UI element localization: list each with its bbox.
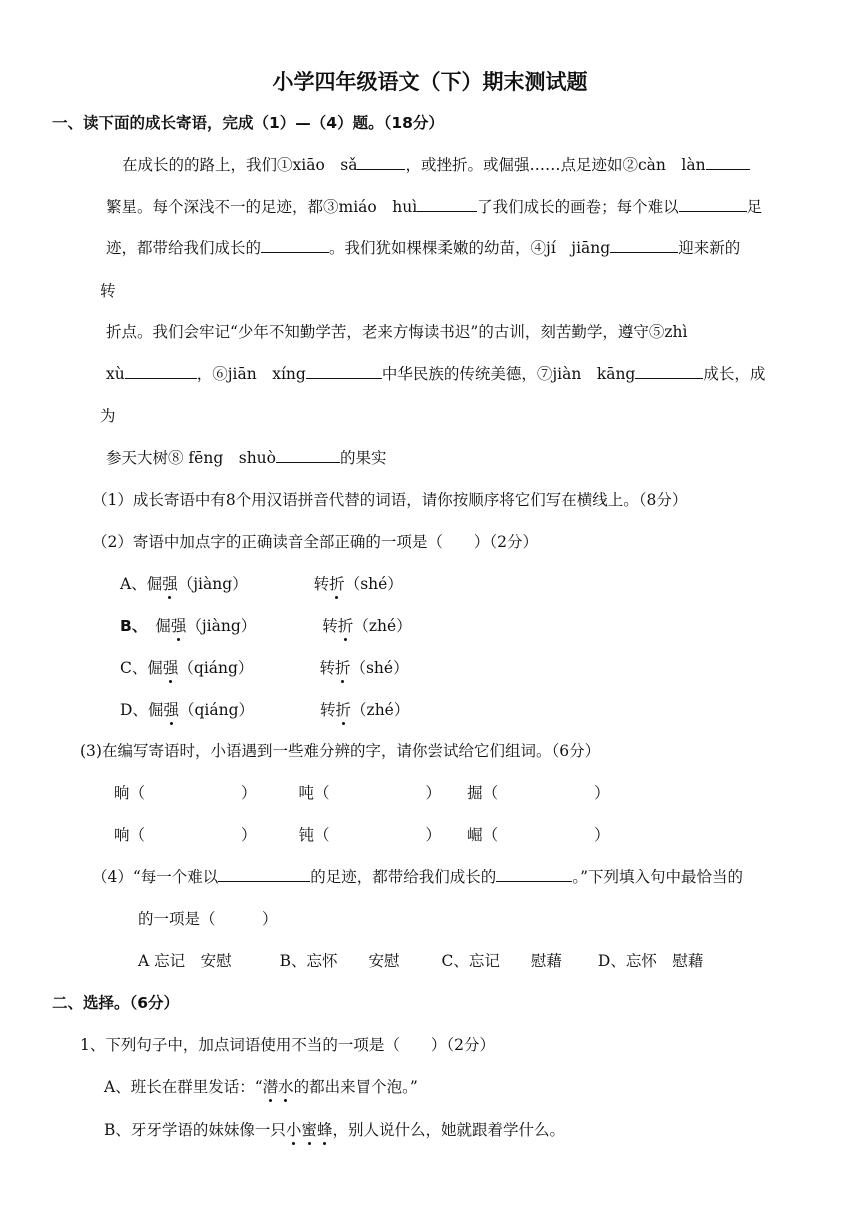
q3-row-1: 晌（ ） 吨（ ） 掘（ ） bbox=[114, 784, 610, 802]
question-4: （4）“每一个难以 的足迹，都带给我们成长的 。”下列填入句中最恰当的 bbox=[92, 868, 743, 886]
passage-line-7: 为 bbox=[100, 407, 116, 425]
section2-heading: 二、选择。（6分） bbox=[52, 994, 180, 1012]
q4-blank-1[interactable] bbox=[218, 867, 310, 882]
question-3: (3)在编写寄语时，小语遇到一些难分辨的字，请你尝试给它们组词。（6分） bbox=[80, 742, 601, 760]
section2-option-a[interactable]: A、班长在群里发话：“潜水的都出来冒个泡。” bbox=[104, 1078, 418, 1096]
passage-line-8: 参天大树⑧ fēng shuò 的果实 bbox=[106, 449, 387, 467]
q2-option-b[interactable]: B、 倔强（jiàng） 转折（zhé） bbox=[120, 617, 412, 635]
passage-line-5: 折点。我们会牢记“少年不知勤学苦，老来方悔读书迟”的古训，刻苦勤学，遵守⑤zhì bbox=[106, 323, 688, 341]
q4-blank-2[interactable] bbox=[496, 867, 572, 882]
passage-line-4: 转 bbox=[100, 282, 116, 300]
blank-7[interactable] bbox=[125, 364, 197, 379]
blank-1[interactable] bbox=[357, 155, 405, 170]
q4-options bbox=[138, 951, 703, 971]
q3-row-2: 响（ ） 钝（ ） 崛（ ） bbox=[114, 826, 610, 844]
blank-9[interactable] bbox=[635, 364, 703, 379]
q2-option-d[interactable]: D、倔强（qiáng） 转折（zhé） bbox=[120, 701, 410, 719]
question-1: （1）成长寄语中有8个用汉语拼音代替的词语，请你按顺序将它们写在横线上。（8分） bbox=[92, 491, 688, 509]
blank-8[interactable] bbox=[306, 364, 382, 379]
blank-2[interactable] bbox=[706, 155, 750, 170]
blank-5[interactable] bbox=[261, 238, 329, 253]
section2-option-b[interactable]: B、牙牙学语的妹妹像一只小蜜蜂，别人说什么，她就跟着学什么。 bbox=[104, 1121, 565, 1139]
q4-option-b[interactable]: B、忘怀 安慰 bbox=[279, 952, 400, 970]
blank-10[interactable] bbox=[276, 448, 340, 463]
question-4-cont: 的一项是（ ） bbox=[138, 910, 278, 928]
q4-option-a[interactable]: A 忘记 安慰 bbox=[138, 952, 232, 970]
blank-6[interactable] bbox=[610, 238, 678, 253]
passage-line-1: 在成长的的路上，我们①xiāo sǎ ，或挫折。或倔强……点足迹如②càn làn bbox=[122, 155, 750, 175]
section1-heading: 一、读下面的成长寄语，完成（1）—（4）题。（18分） bbox=[52, 114, 444, 132]
passage-line-3: 迹，都带给我们成长的 。我们犹如棵棵柔嫩的幼苗，④jí jiāng 迎来新的 bbox=[106, 239, 741, 257]
q2-option-a[interactable]: A、倔强（jiàng） 转折（shé） bbox=[120, 575, 403, 593]
section2-question-1: 1、下列句子中，加点词语使用不当的一项是（ ）（2分） bbox=[80, 1036, 495, 1054]
q2-option-c[interactable]: C、倔强（qiáng） 转折（shé） bbox=[120, 659, 409, 677]
page-title: 小学四年级语文（下）期末测试题 bbox=[272, 70, 588, 94]
q4-option-d[interactable]: D、忘怀 慰藉 bbox=[597, 952, 704, 970]
q4-option-c[interactable]: C、忘记 慰藉 bbox=[441, 952, 562, 970]
blank-3[interactable] bbox=[417, 197, 477, 212]
passage-line-6: xù ，⑥jiān xíng 中华民族的传统美德，⑦jiàn kāng 成长，成 bbox=[106, 365, 766, 383]
blank-4[interactable] bbox=[679, 197, 747, 212]
passage-line-2: 繁星。每个深浅不一的足迹，都③miáo huì 了我们成长的画卷；每个难以 足 bbox=[106, 198, 763, 216]
question-2: （2）寄语中加点字的正确读音全部正确的一项是（ ）（2分） bbox=[92, 533, 538, 551]
